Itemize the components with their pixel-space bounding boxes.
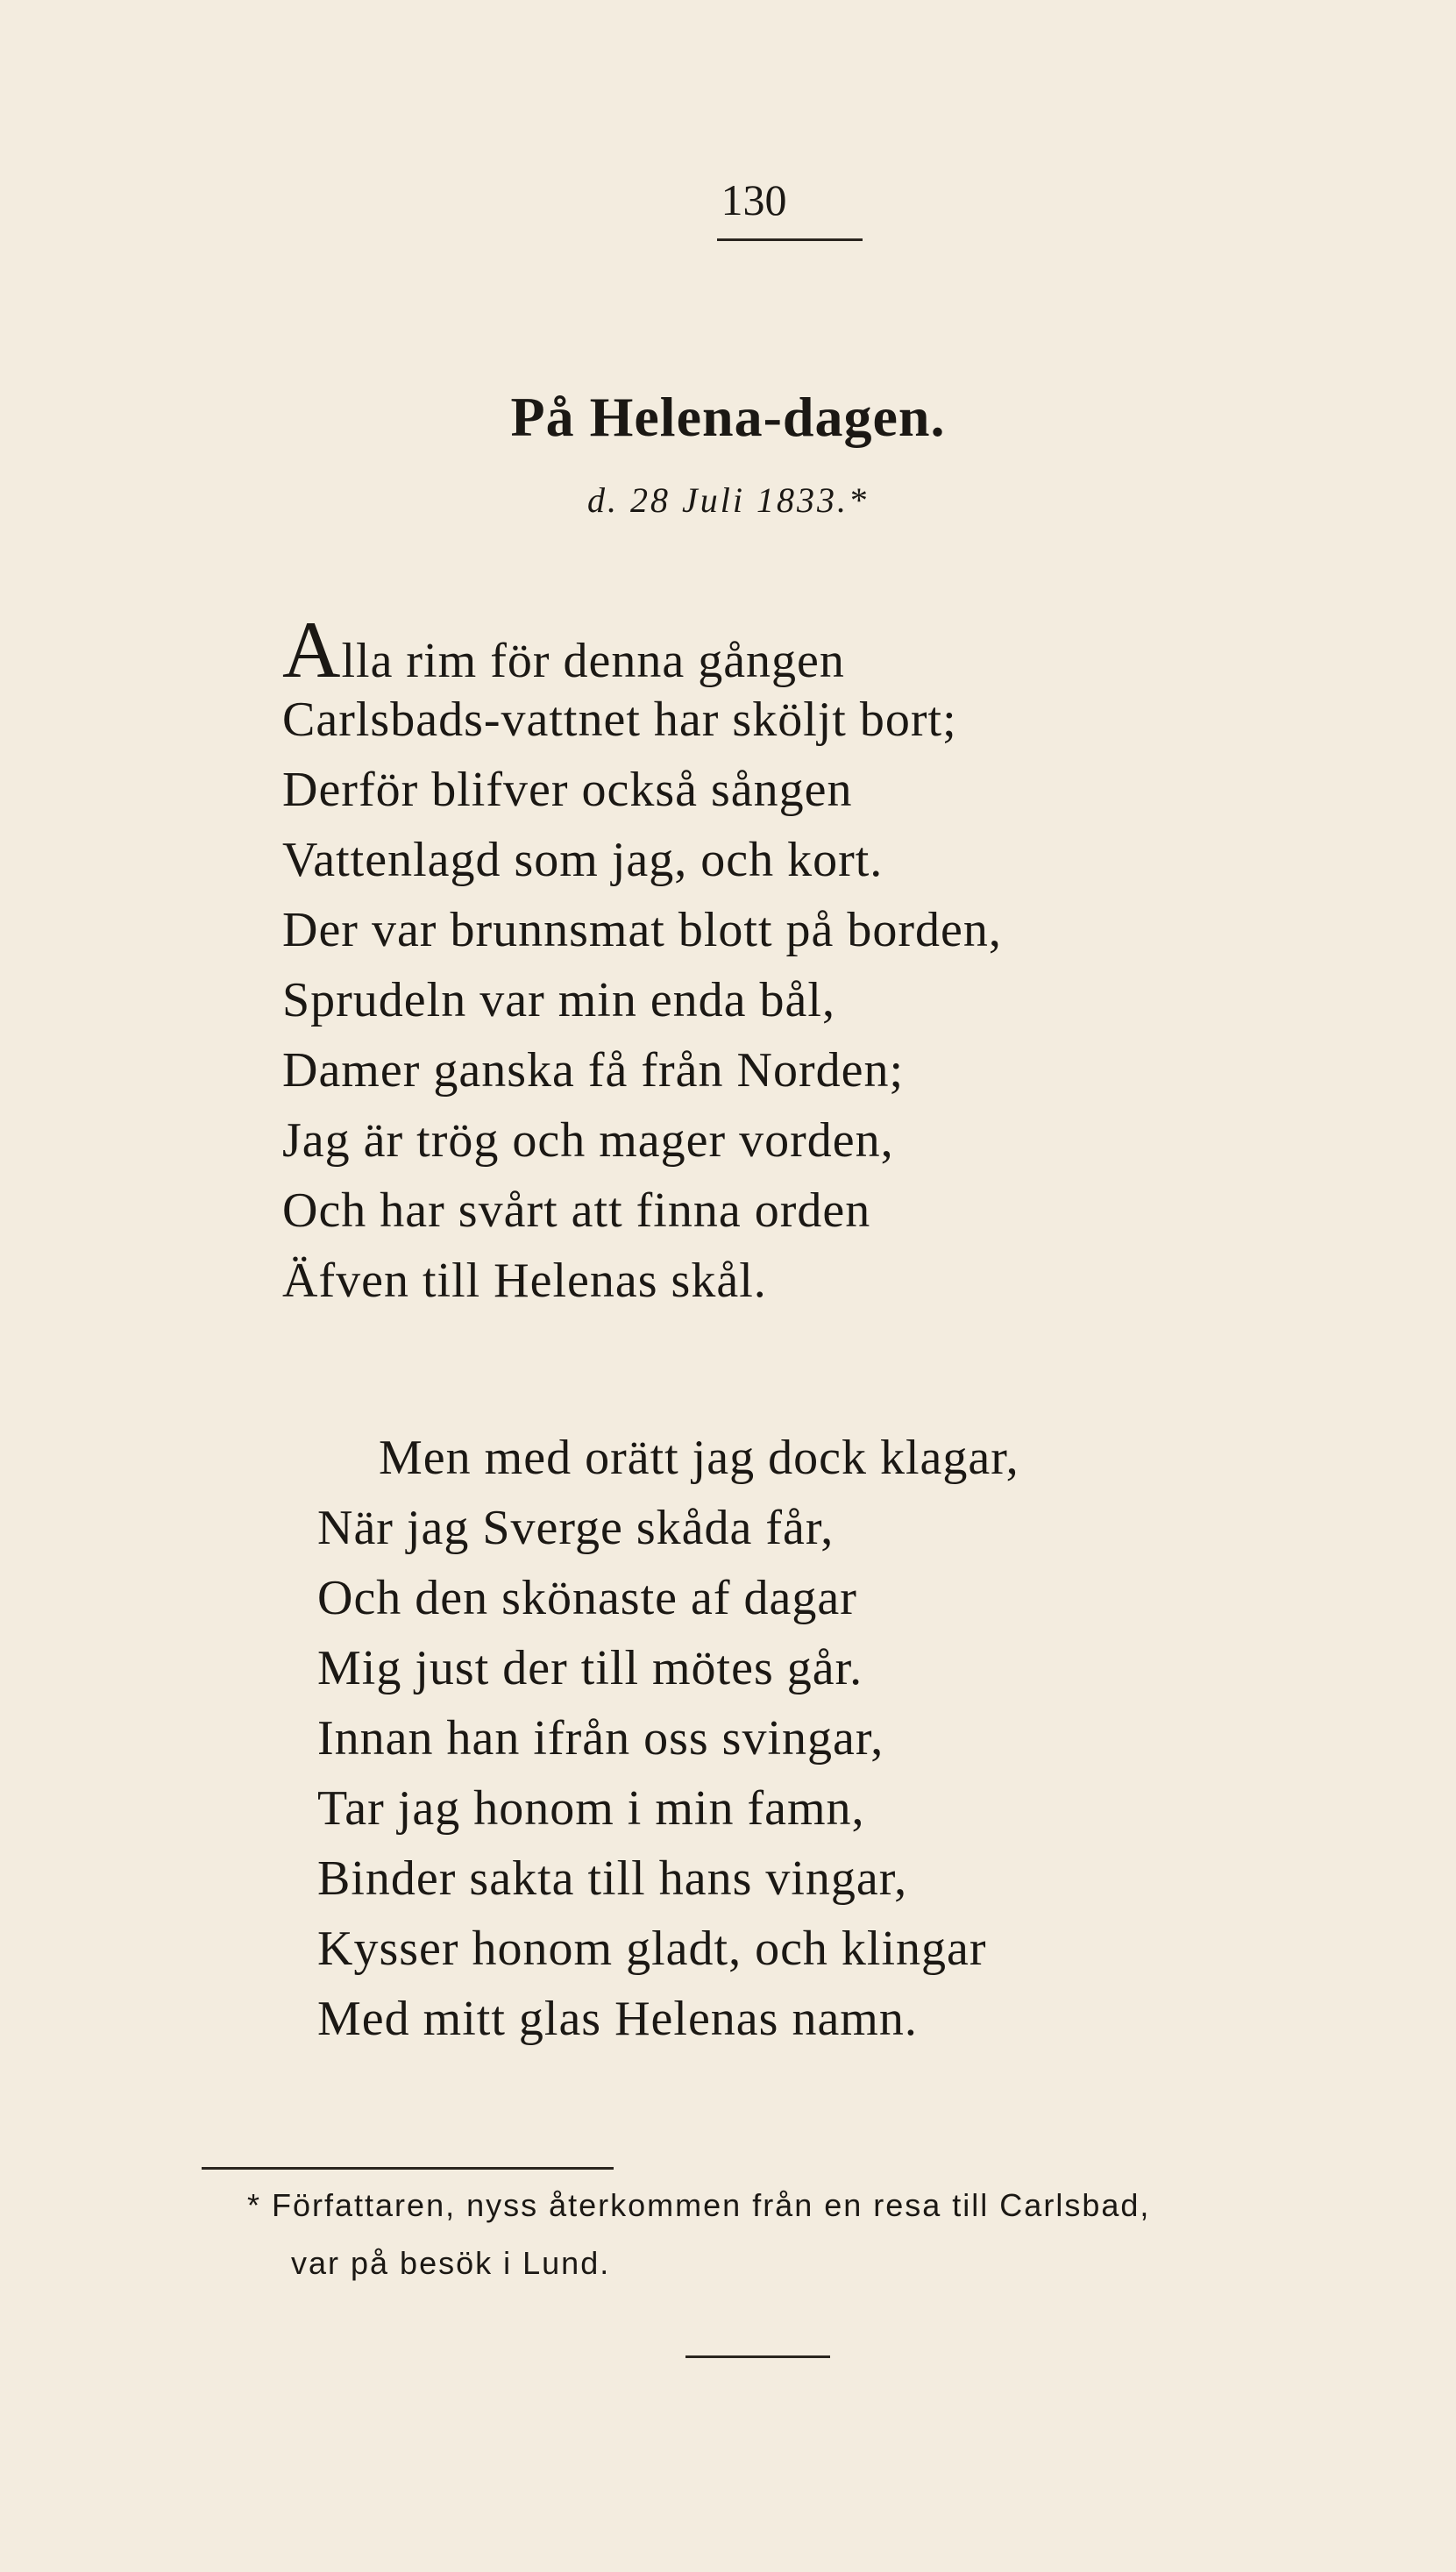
header-rule xyxy=(717,238,863,241)
poem-line: Binder sakta till hans vingar, xyxy=(317,1851,908,1906)
poem-line: Tar jag honom i min famn, xyxy=(317,1781,865,1836)
poem-line: Innan han ifrån oss svingar, xyxy=(317,1711,884,1766)
poem-line: Men med orätt jag dock klagar, xyxy=(379,1431,1019,1485)
poem-line: Kysser honom gladt, och klingar xyxy=(317,1922,987,1976)
footnote-rule xyxy=(202,2167,614,2170)
poem-line: Mig just der till mötes går. xyxy=(317,1641,863,1695)
poem-line xyxy=(282,605,845,694)
poem-line: Och den skönaste af dagar xyxy=(317,1571,857,1625)
poem-line: Derför blifver också sången xyxy=(282,763,853,817)
poem-line: Damer ganska få från Norden; xyxy=(282,1043,905,1098)
poem-dateline: d. 28 Juli 1833.* xyxy=(587,480,869,520)
drop-initial: A xyxy=(282,605,342,694)
poem-line: Jag är trög och mager vorden, xyxy=(282,1113,894,1168)
poem-line: Der var brunnsmat blott på borden, xyxy=(282,903,1002,957)
bottom-rule xyxy=(685,2355,830,2358)
poem-line: När jag Sverge skåda får, xyxy=(317,1501,835,1555)
poem-line: Med mitt glas Helenas namn. xyxy=(317,1992,918,2046)
poem-line: Sprudeln var min enda bål, xyxy=(282,973,835,1027)
footnote-line: var på besök i Lund. xyxy=(291,2245,611,2281)
first-line-text: lla rim för denna gången xyxy=(341,634,845,688)
poem-line: Vattenlagd som jag, och kort. xyxy=(282,833,884,887)
poem-line: Och har svårt att finna orden xyxy=(282,1183,871,1238)
poem-line: Äfven till Helenas skål. xyxy=(282,1254,767,1308)
poem-title: På Helena-dagen. xyxy=(510,386,946,448)
page-number: 130 xyxy=(721,175,787,224)
poem-line: Carlsbads-vattnet har sköljt bort; xyxy=(282,693,957,747)
footnote-line: * Författaren, nyss återkommen från en resa till Carlsbad, xyxy=(247,2187,1151,2223)
